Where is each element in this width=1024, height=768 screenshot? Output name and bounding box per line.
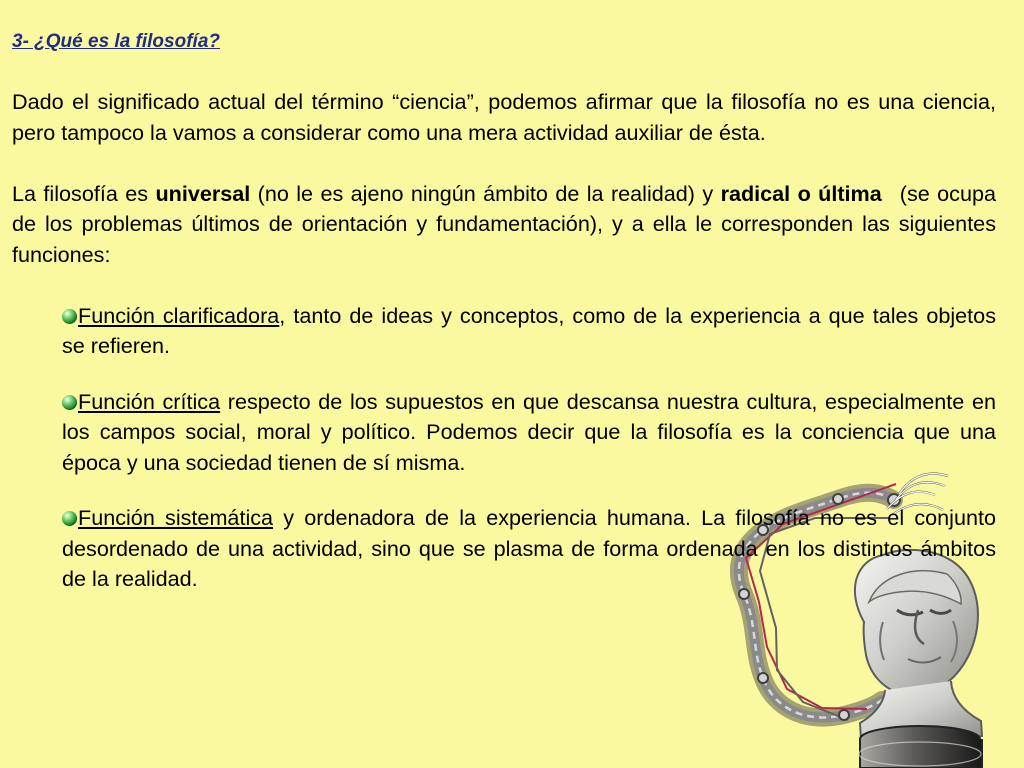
bullet-function-sistematica (62, 503, 996, 595)
green-sphere-bullet-icon (62, 309, 77, 324)
bullet-text: , tanto de ideas y conceptos, como de la experiencia a que tales objetos se refieren. (62, 302, 996, 358)
text-content (12, 27, 996, 620)
bullet-term: Función crítica (78, 388, 221, 414)
bullet-text: y ordenadora de la experiencia humana. La filosofía no es el conjunto desordenado de una actividad, sino que se plasma de forma ordenada en los distintos ámbitos de la realidad. (62, 505, 996, 591)
definition-middle-text: (no le es ajeno ningún ámbito de la realidad) y (250, 180, 721, 206)
page-title: 3- ¿Qué es la filosofía? (12, 31, 220, 52)
universal-term: universal (155, 180, 251, 206)
definition-paragraph (12, 179, 996, 271)
bullet-function-clarificadora (62, 301, 996, 362)
intro-paragraph: Dado el significado actual del término “ciencia”, podemos afirmar que la filosofía no es una ciencia, pero tampoco la vamos a considerar como una mera actividad auxiliar de ésta. (12, 89, 996, 145)
green-sphere-bullet-icon (62, 511, 77, 526)
radical-term: radical o última (720, 180, 882, 206)
definition-end-text: (se ocupa de los problemas últimos de orientación y fundamentación), y a ella le corresponden las siguientes funciones: (12, 180, 996, 267)
bullet-term: Función clarificadora (78, 302, 280, 328)
definition-intro-text: La filosofía es (12, 180, 156, 206)
bullet-term: Función sistemática (78, 505, 274, 530)
bullet-text: respecto de los supuestos en que descansa nuestra cultura, especialmente en los campos social, moral y político. Podemos decir que la filosofía es la conciencia que una época y una sociedad tienen de sí misma. (62, 388, 996, 475)
bullet-function-critica (62, 387, 996, 479)
green-sphere-bullet-icon (62, 395, 77, 410)
